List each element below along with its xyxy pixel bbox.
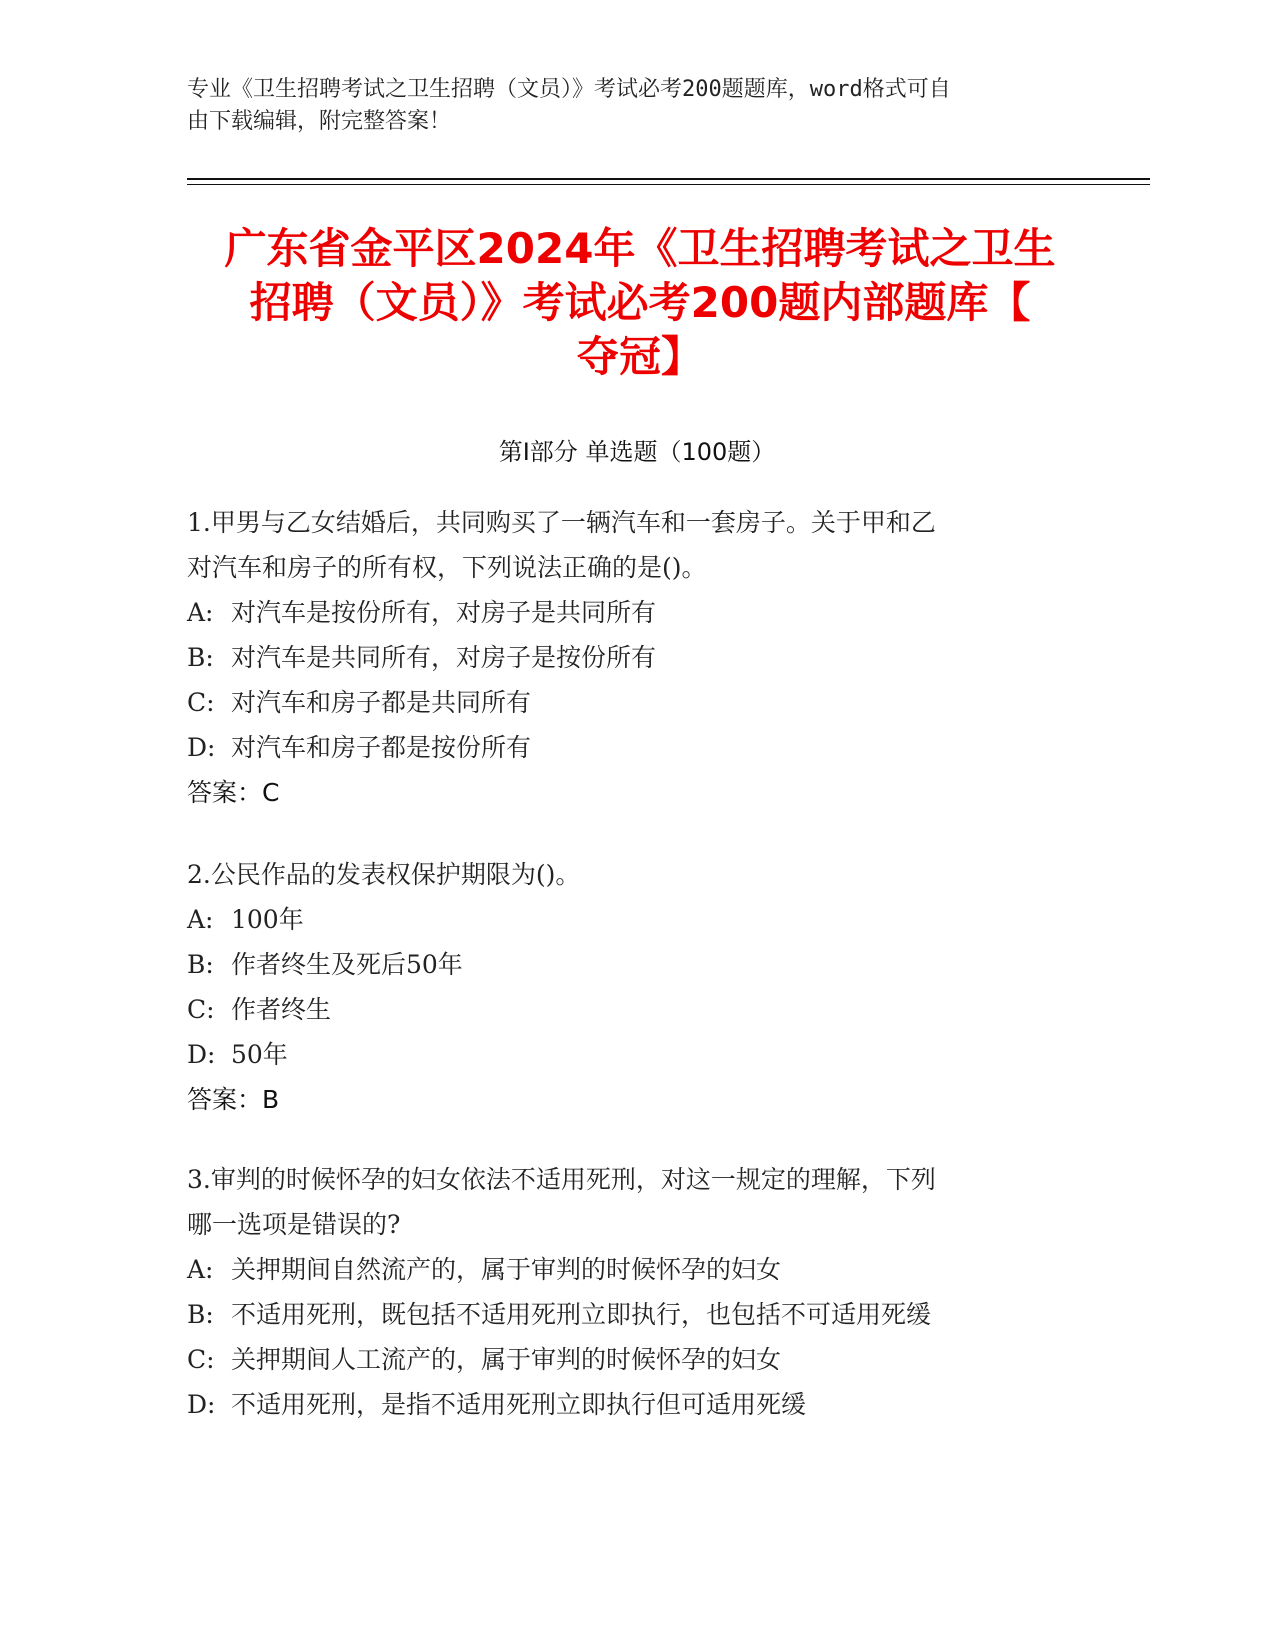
option-b bbox=[187, 635, 1087, 680]
question-stem-line: 1.甲男与乙女结婚后，共同购买了一辆汽车和一套房子。关于甲和乙 bbox=[187, 508, 936, 537]
header-divider-thick bbox=[187, 178, 1150, 180]
option-letter: D: bbox=[187, 733, 216, 762]
option-text: 对汽车是共同所有，对房子是按份所有 bbox=[231, 643, 657, 672]
header-note-line: 专业《卫生招聘考试之卫生招聘（文员）》考试必考200题题库，word格式可自 bbox=[187, 77, 951, 102]
option-c bbox=[187, 1337, 1087, 1382]
question-stem-line: 3.审判的时候怀孕的妇女依法不适用死刑，对这一规定的理解，下列 bbox=[187, 1165, 936, 1194]
option-text: 对汽车和房子都是共同所有 bbox=[231, 688, 532, 717]
option-text: 100年 bbox=[231, 905, 304, 934]
option-b bbox=[187, 942, 1087, 987]
question-block bbox=[187, 1157, 1087, 1427]
option-letter: D: bbox=[187, 1390, 216, 1419]
header-note-line: 由下载编辑，附完整答案！ bbox=[187, 109, 452, 134]
option-text: 不适用死刑，是指不适用死刑立即执行但可适用死缓 bbox=[231, 1390, 807, 1419]
option-text: 对汽车和房子都是按份所有 bbox=[231, 733, 532, 762]
option-a bbox=[187, 1247, 1087, 1292]
option-c bbox=[187, 987, 1087, 1032]
answer-label: 答案：C bbox=[187, 778, 280, 807]
option-text: 不适用死刑，既包括不适用死刑立即执行，也包括不可适用死缓 bbox=[231, 1300, 932, 1329]
document-title bbox=[180, 222, 1100, 384]
option-text: 关押期间人工流产的，属于审判的时候怀孕的妇女 bbox=[231, 1345, 782, 1374]
option-letter: C: bbox=[187, 688, 215, 717]
option-text: 作者终生 bbox=[231, 995, 332, 1024]
option-letter: B: bbox=[187, 950, 214, 979]
option-letter: A: bbox=[187, 598, 214, 627]
option-c bbox=[187, 680, 1087, 725]
header-divider-thin bbox=[187, 184, 1150, 185]
question-stem-line: 哪一选项是错误的? bbox=[187, 1210, 401, 1239]
option-letter: C: bbox=[187, 995, 215, 1024]
section-title: 第Ⅰ部分 单选题（100题） bbox=[498, 438, 776, 466]
option-text: 50年 bbox=[231, 1040, 288, 1069]
option-text: 对汽车是按份所有，对房子是共同所有 bbox=[231, 598, 657, 627]
question-block bbox=[187, 852, 1087, 1122]
document-title-line: 夺冠】 bbox=[576, 332, 703, 381]
question-block bbox=[187, 500, 1087, 815]
option-a bbox=[187, 590, 1087, 635]
answer-label: 答案：B bbox=[187, 1085, 280, 1114]
option-d bbox=[187, 725, 1087, 770]
option-a bbox=[187, 897, 1087, 942]
option-text: 作者终生及死后50年 bbox=[231, 950, 463, 979]
option-letter: B: bbox=[187, 643, 214, 672]
document-title-line: 招聘（文员）》考试必考200题内部题库【 bbox=[249, 278, 1031, 327]
option-letter: A: bbox=[187, 1255, 214, 1284]
header-note bbox=[187, 74, 1067, 138]
option-letter: C: bbox=[187, 1345, 215, 1374]
question-stem-line: 2.公民作品的发表权保护期限为()。 bbox=[187, 860, 581, 889]
option-b bbox=[187, 1292, 1087, 1337]
option-letter: A: bbox=[187, 905, 214, 934]
document-title-line: 广东省金平区2024年《卫生招聘考试之卫生 bbox=[224, 224, 1056, 273]
option-letter: B: bbox=[187, 1300, 214, 1329]
option-d bbox=[187, 1032, 1087, 1077]
option-text: 关押期间自然流产的，属于审判的时候怀孕的妇女 bbox=[231, 1255, 782, 1284]
option-d bbox=[187, 1382, 1087, 1427]
question-stem-line: 对汽车和房子的所有权，下列说法正确的是()。 bbox=[187, 553, 707, 582]
option-letter: D: bbox=[187, 1040, 216, 1069]
